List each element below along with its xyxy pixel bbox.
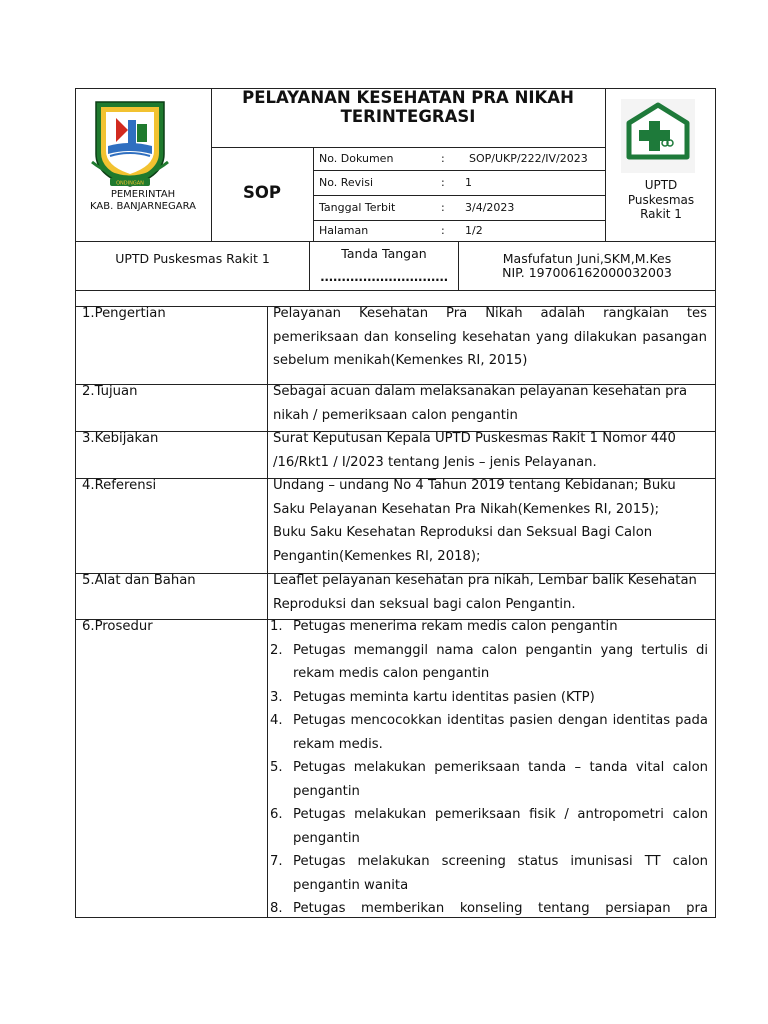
document-title: PELAYANAN KESEHATAN PRA NIKAH TERINTEGRASI [242, 88, 574, 126]
divider [211, 147, 605, 148]
step-text: Petugas meminta kartu identitas pasien (KTP) [293, 689, 595, 705]
signature-label: Tanda Tangan [341, 246, 427, 261]
meta-value: 3/4/2023 [465, 201, 515, 214]
divider [313, 220, 605, 221]
meta-sep: : [441, 224, 445, 237]
left-logo-caption [76, 189, 210, 213]
meta-value: 1/2 [465, 224, 483, 237]
signature-dots: .............................. [320, 270, 448, 284]
procedure-step [270, 615, 708, 639]
divider [267, 306, 268, 918]
section-label: 5.Alat dan Bahan [82, 573, 196, 588]
procedure-step [270, 639, 708, 686]
section-label: 4.Referensi [82, 478, 157, 493]
procedure-step [270, 686, 708, 710]
section-label: 3.Kebijakan [82, 431, 159, 446]
signatory-name: Masfufatun Juni,SKM,M.Kes [502, 251, 672, 266]
step-text: Petugas melakukan screening status imunisasi TT calon pengantin wanita [293, 854, 708, 893]
meta-value: SOP/UKP/222/IV/2023 [469, 152, 588, 165]
meta-sep: : [441, 201, 445, 214]
right-logo-caption-line2: Puskesmas [627, 192, 695, 207]
section-text-referensi: Undang – undang No 4 Tahun 2019 tentang Kebidanan; Buku Saku Pelayanan Kesehatan Pra Nikah(Kemenkes RI, 2015); Buku Saku Kesehatan Reproduksi dan Seksual Bagi Calon Pengantin(Kemenkes RI, 2018); [273, 478, 676, 564]
right-logo-caption [606, 178, 716, 222]
step-text: Petugas menerima rekam medis calon pengantin [293, 619, 618, 634]
meta-label: Tanggal Terbit [319, 201, 396, 214]
procedure-step [270, 756, 708, 803]
meta-label: No. Dokumen [319, 152, 394, 165]
procedure-step [270, 709, 708, 756]
sop-label: SOP [242, 183, 281, 202]
step-number: 3. [270, 689, 283, 705]
step-number: 1. [270, 619, 283, 634]
signature-unit: UPTD Puskesmas Rakit 1 [115, 251, 270, 266]
procedure-step [270, 850, 708, 897]
step-text: Petugas memanggil nama calon pengantin yang tertulis di rekam medis calon pengantin [293, 642, 708, 681]
banjarnegara-seal-logo [88, 96, 172, 192]
step-text: Petugas melakukan pemeriksaan fisik / antropometri calon pengantin [293, 807, 708, 846]
right-logo-caption-line3: Rakit 1 [640, 207, 682, 221]
puskesmas-logo [621, 99, 695, 173]
right-logo-caption-line1: UPTD [644, 178, 678, 192]
left-logo-caption-line1: PEMERINTAH [110, 189, 176, 200]
meta-sep: : [441, 152, 445, 165]
step-text: Petugas memberikan konseling tentang persiapan pra [293, 901, 708, 916]
signatory-nip: NIP. 197006162000032003 [502, 265, 672, 280]
step-number: 2. [270, 642, 283, 658]
step-text: Petugas mencocokkan identitas pasien dengan identitas pada rekam medis. [293, 713, 708, 752]
section-text-pengertian: Pelayanan Kesehatan Pra Nikah adalah rangkaian tes pemeriksaan dan konseling kesehatan yang dilakukan pasangan sebelum menikah(Kemenkes RI, 2015) [273, 306, 707, 368]
section-label: 2.Tujuan [82, 384, 138, 399]
step-number: 4. [270, 713, 283, 728]
procedure-list [270, 615, 708, 921]
procedure-step [270, 897, 708, 921]
step-text: Petugas melakukan pemeriksaan tanda – tanda vital calon pengantin [293, 760, 708, 799]
procedure-step [270, 803, 708, 850]
step-number: 5. [270, 760, 283, 775]
meta-row [319, 152, 393, 165]
section-label: 1.Pengertian [82, 306, 166, 321]
step-number: 6. [270, 807, 283, 822]
section-text-alat-bahan: Leaflet pelayanan kesehatan pra nikah, Lembar balik Kesehatan Reproduksi dan seksual bagi calon Pengantin. [273, 573, 697, 612]
step-number: 8. [270, 901, 283, 916]
divider [313, 195, 605, 196]
left-logo-caption-line2: KAB. BANJARNEGARA [90, 201, 196, 212]
step-number: 7. [270, 854, 283, 869]
section-label: 6.Prosedur [82, 619, 153, 634]
section-text-tujuan: Sebagai acuan dalam melaksanakan pelayanan kesehatan pra nikah / pemeriksaan calon pengantin [273, 384, 688, 423]
section-text-kebijakan: Surat Keputusan Kepala UPTD Puskesmas Rakit 1 Nomor 440 /16/Rkt1 / I/2023 tentang Jenis – jenis Pelayanan. [273, 431, 676, 470]
meta-label: Halaman [319, 224, 369, 237]
meta-sep: : [441, 176, 445, 189]
meta-value: 1 [465, 176, 472, 189]
divider [313, 170, 605, 171]
meta-label: No. Revisi [319, 176, 374, 189]
seal-motto: ONDINGAN [116, 180, 144, 187]
